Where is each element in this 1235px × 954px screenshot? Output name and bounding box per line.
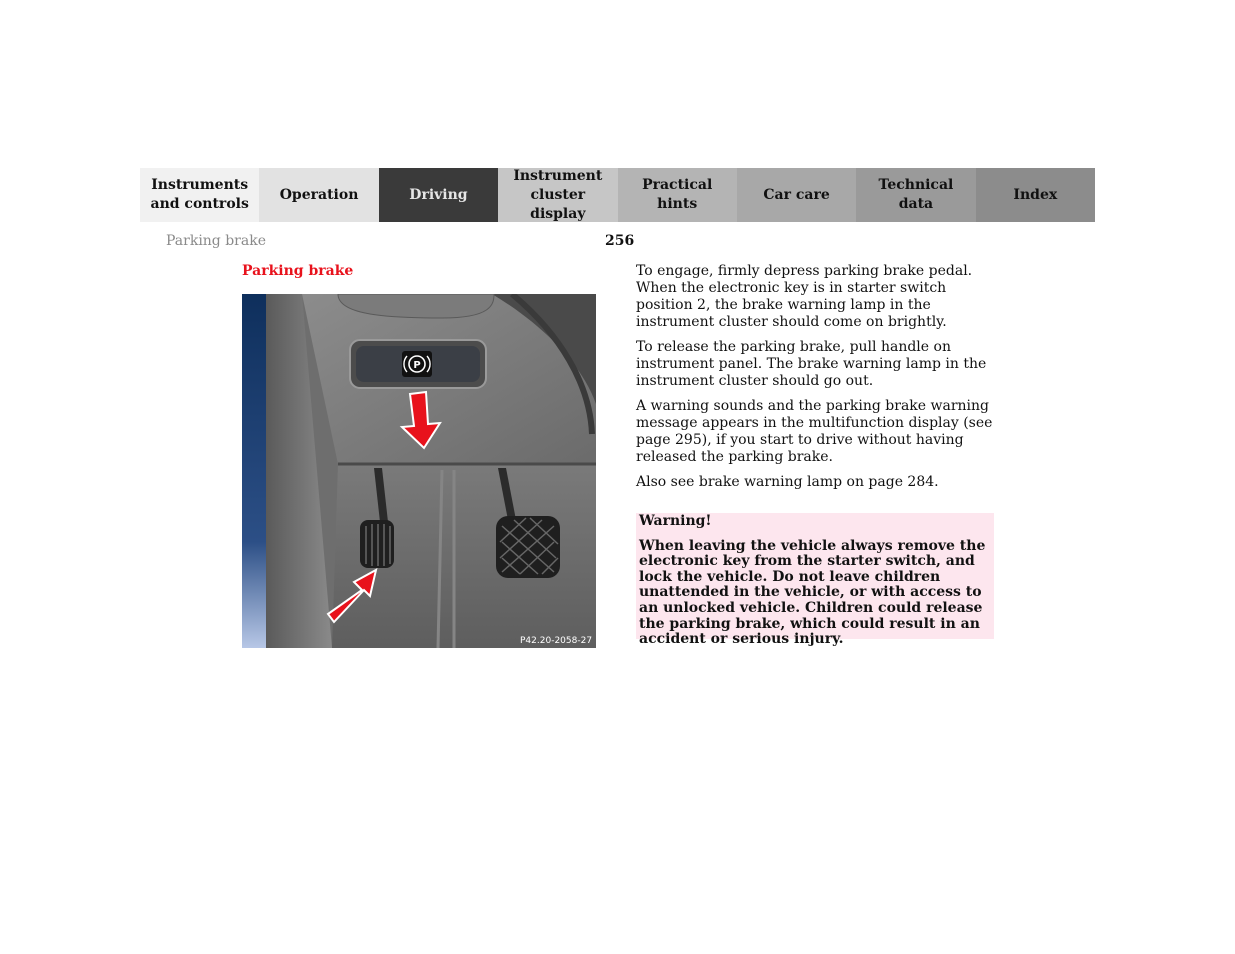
tab-index[interactable] (976, 168, 1095, 222)
tab-instruments-and-controls[interactable] (140, 168, 259, 222)
tab-operation[interactable] (259, 168, 378, 222)
tab-label: Driving (409, 186, 468, 203)
parking-brake-illustration (242, 294, 596, 648)
paragraph-engage: To engage, firmly depress parking brake pedal. When the electronic key is in starter switch position 2, the brake warning lamp in the instrument cluster should come on brightly. (636, 263, 973, 330)
tab-practical-hints[interactable] (618, 168, 737, 222)
tab-driving[interactable] (379, 168, 498, 222)
footwell-drawing (242, 294, 596, 648)
tab-technical-data[interactable] (856, 168, 975, 222)
paragraph-warning-sound: A warning sounds and the parking brake warning message appears in the multifunction display (see page 295), if you start to drive without having released the parking brake. (636, 398, 993, 465)
paragraph-see-also: Also see brake warning lamp on page 284. (636, 474, 939, 490)
breadcrumb: Parking brake (166, 233, 266, 249)
section-title: Parking brake (242, 263, 354, 279)
tab-label: Instruments and controls (150, 177, 249, 212)
tab-car-care[interactable] (737, 168, 856, 222)
tab-label: Practical hints (642, 177, 713, 212)
figure-code: P42.20-2058-27 (520, 636, 593, 646)
warning-box (636, 513, 994, 648)
body-text (636, 263, 998, 499)
door-panel (242, 294, 266, 648)
chapter-tabs (140, 168, 1095, 222)
warning-title: Warning! (639, 513, 712, 529)
tab-instrument-cluster-display[interactable] (498, 168, 617, 222)
warning-text: When leaving the vehicle always remove the electronic key from the starter switch, and lock the vehicle. Do not leave children unattended in the vehicle, or with access to an unlocked vehicle. Children could release the parking brake, which could result in an accident or serious injury. (639, 537, 986, 648)
parking-brake-icon-letter: P (413, 360, 421, 371)
page-number: 256 (605, 233, 635, 249)
tab-label: Technical data (878, 177, 954, 212)
tab-label: Instrument cluster display (513, 167, 603, 222)
tab-label: Car care (763, 186, 830, 203)
tab-label: Index (1013, 186, 1058, 203)
paragraph-release: To release the parking brake, pull handle on instrument panel. The brake warning lamp in the instrument cluster should go out. (636, 339, 987, 389)
tab-label: Operation (279, 186, 359, 203)
